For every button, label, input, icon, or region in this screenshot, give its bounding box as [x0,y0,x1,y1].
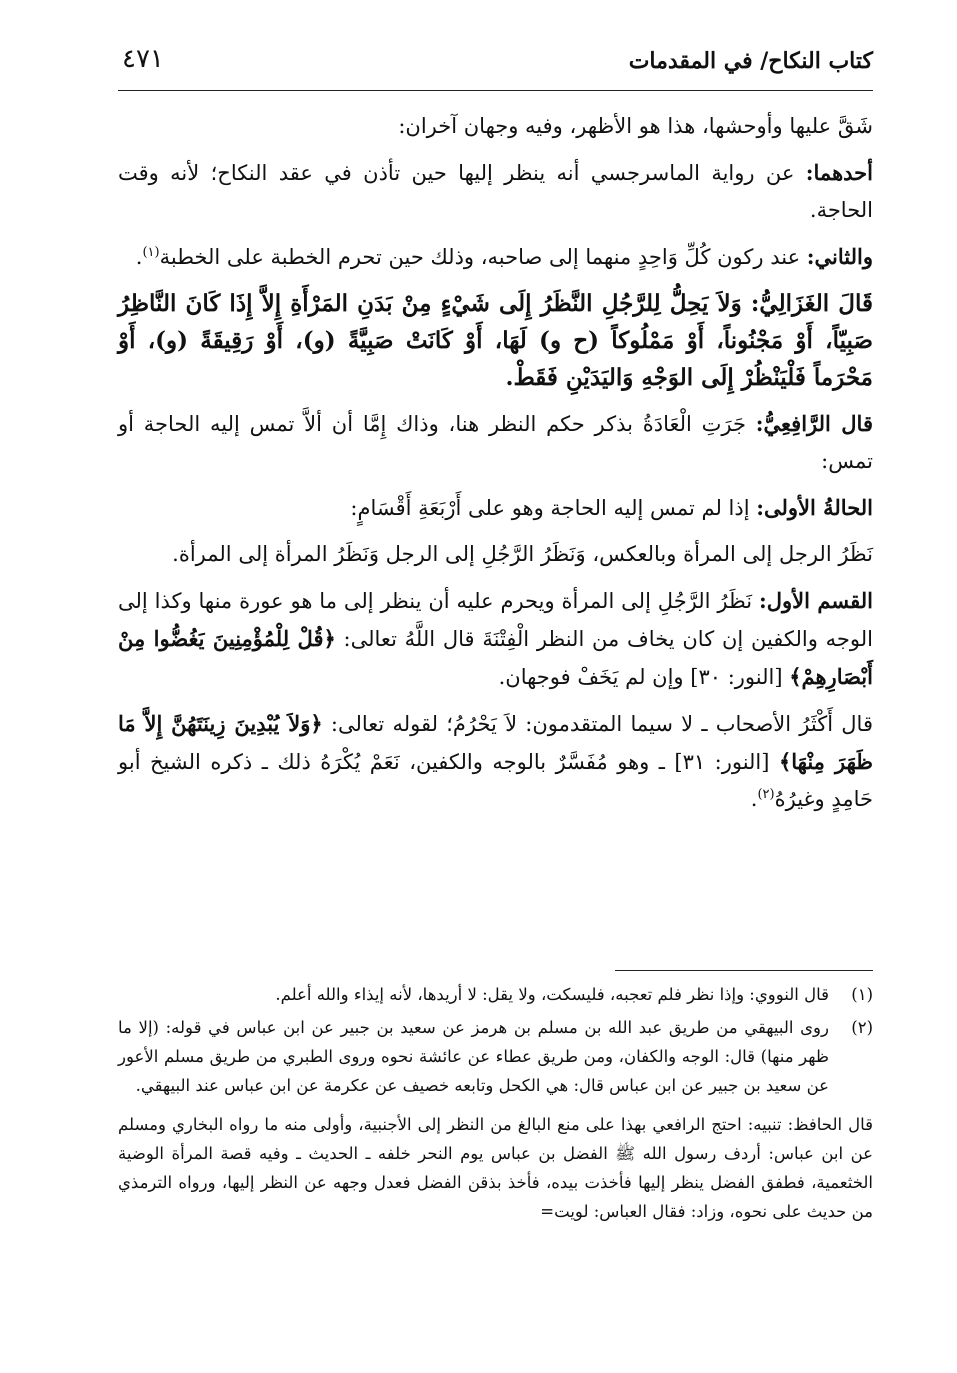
paragraph-text: شَقَّ عليها وأوحشها، هذا هو الأظهر، وفيه وجهان آخران: [398,114,873,138]
paragraph [118,405,873,480]
paragraph-text: نَظَرُ الرَّجُلِ إلى المرأة ويحرم عليه أن ينظر إلى ما هو عورة منها وكذا إلى الوجه والكفين إن كان يخاف من النظر الْفِتْنَةَ قال اللَّهُ تعالى: [118,589,873,651]
paragraph [118,108,873,145]
footnote-continuation [118,1110,873,1226]
paragraph-text: جَرَتِ الْعَادَةُ بذكر حكم النظر هنا، وذاك إِمَّا أن ألاَّ تمس إليه الحاجة أو تمس: [118,412,873,473]
footnote-body [118,980,829,1009]
paragraph [118,582,873,696]
footnotes [118,980,873,1226]
paragraph-text: عند ركون كُلِّ وَاحِدٍ منهما إلى صاحبه، وذلك حين تحرم الخطبة على الخطبة [159,245,807,269]
page-number: ٤٧١ [122,44,164,74]
footnote-number: (٢) [851,1018,873,1037]
paragraph-label: قَالَ الغَزَالِيُّ: [750,290,873,317]
footnote-ref[interactable]: (٢) [757,787,775,802]
running-title: كتاب النكاح/ في المقدمات [628,48,873,74]
footnote-text: قال الحافظ: تنبيه: احتج الرافعي بهذا على منع البالغ من النظر إلى الأجنبية، وأولى منه ما رواه البخاري ومسلم عن ابن عباس: أردف رسول الله ﷺ الفضل بن عباس يوم النحر خلفه ـ الحديث ـ وفيه قصة المرأة الوضية الخثعمية، فطفق الفضل ينظر إليها فأخذت بيده، فأخذ بذقن الفضل فعدل وجهه عن النظر إليها، ورواه الترمذي من حديث على نحوه، وزاد: فقال العباس: لويت= [118,1115,873,1221]
paragraph [118,154,873,229]
page-header [118,40,873,91]
paragraph [118,536,873,573]
footnote [118,980,873,1009]
paragraph-label: الحالةُ الأولى: [756,495,873,520]
paragraph-text: نَظَرُ الرجل إلى المرأة وبالعكس، وَنَظَرُ الرَّجُلِ إلى الرجل وَنَظَرُ المرأة إلى المرأة. [172,542,873,566]
paragraph-label: أحدهما: [805,160,873,185]
footnote-separator [615,970,873,971]
main-text [118,108,873,827]
paragraph-text: إذا لم تمس إليه الحاجة وهو على أَرْبَعَةِ أَقْسَامٍ: [350,496,757,520]
paragraph [118,705,873,818]
matn-paragraph [118,285,873,396]
paragraph-text: . [750,787,758,811]
footnote-text: روى البيهقي من طريق عبد الله بن مسلم بن هرمز عن سعيد بن جبير عن ابن عباس في قوله: (إلا ما ظهر منها) قال: الوجه والكفان، ومن طريق عطاء عن عائشة نحوه وروى الطبري من طريق مسلم الأعور عن سعيد بن جبير عن ابن عباس قال: هي الكحل وتابعه خصيف عن عكرمة عن ابن عباس عند البيهقي. [118,1018,829,1095]
paragraph [118,238,873,276]
paragraph-label: قال الرَّافِعِيُّ: [755,411,873,436]
footnote-ref[interactable]: (١) [142,245,160,260]
matn-text: وَلاَ يَحِلُّ لِلرَّجُلِ النَّظَرُ إِلَى شَيْءٍ مِنْ بَدَنِ المَرْأَةِ إِلاَّ إِذَا كَانَ النَّاظِرُ صَبِيّاً، أَوْ مَجْنُوناً، أَوْ مَمْلُوكاً (ح و) لَهَا، أَوْ كَانَتْ صَبِيَّةً (و)، أَوْ رَقِيقَةً (و)، أَوْ مَحْرَماً فَلْيَنْظُرْ إِلَى الوَجْهِ وَاليَدَيْنِ فَقَطْ. [118,290,873,391]
paragraph-label: والثاني: [806,244,873,269]
paragraph-text: . [135,245,143,269]
paragraph-text: عن رواية الماسرجسي أنه ينظر إليها حين تأذن في عقد النكاح؛ لأنه وقت الحاجة. [118,161,873,222]
quran-verse: ﴿وَلاَ يُبْدِينَ زِينَتَهُنَّ إِلاَّ مَا ظَهَرَ مِنْهَا﴾ [118,711,873,774]
paragraph-text: قال أَكْثَرُ الأصحاب ـ لا سيما المتقدمون: لاَ يَحْرُمُ؛ لقوله تعالى: [322,712,873,736]
paragraph-label: القسم الأول: [758,588,873,613]
paragraph-text: [النور: ٣١] ـ وهو مُفَسَّرٌ بالوجه والكفين، نَعَمْ يُكْرَهُ ذلك ـ ذكره الشيخ أبو حَامِدٍ وغيرُهُ [118,750,873,811]
footnote-body [118,1013,829,1100]
footnote-number: (١) [851,985,873,1004]
paragraph-text: [النور: ٣٠] وإن لم يَخَفْ فوجهان. [498,665,790,689]
footnote [118,1013,873,1100]
footnote-text: قال النووي: وإذا نظر فلم تعجبه، فليسكت، ولا يقل: لا أريدها، لأنه إيذاء والله أعلم. [275,985,829,1004]
quran-verse: ﴿قُلْ لِلْمُؤْمِنِينَ يَغُضُّوا مِنْ أَبْصَارِهِمْ﴾ [118,626,873,689]
paragraph [118,489,873,527]
